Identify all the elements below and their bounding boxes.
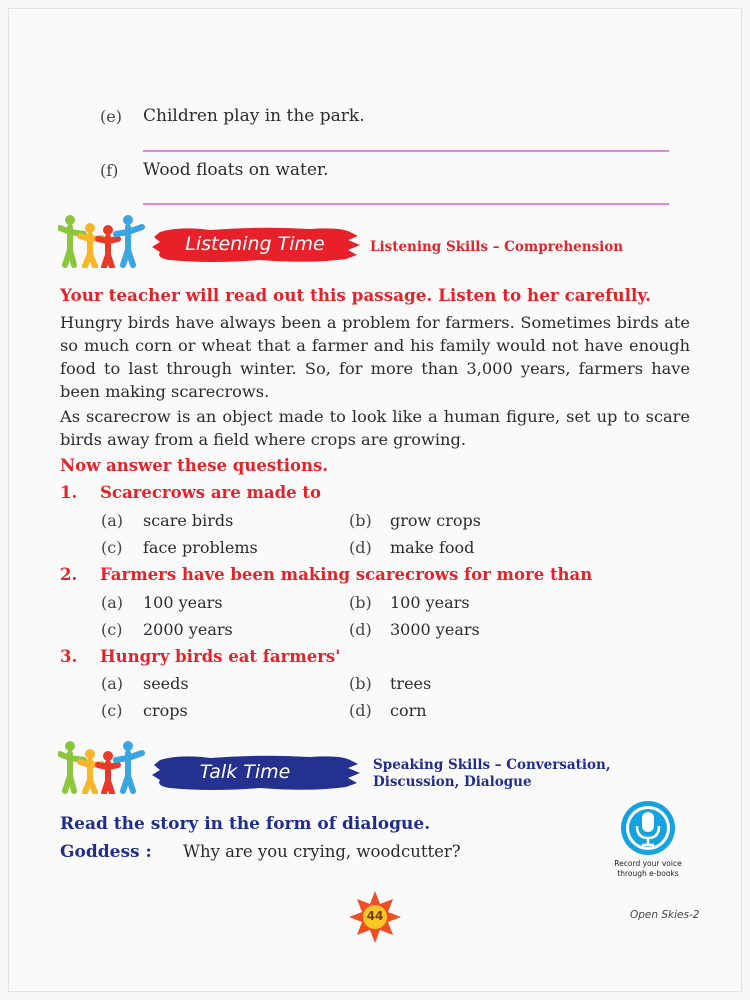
q1-option-d-text[interactable]: make food <box>390 538 475 557</box>
listening-instruction: Your teacher will read out this passage. Listen to her carefully. <box>60 285 652 305</box>
passage-paragraph-1: Hungry birds have always been a problem for farmers. Sometimes birds ate so much corn or wheat that a farmer and his family would not have enough food to last through winter. So, for more than 3,000 years, farmers have been making scarecrows. <box>60 313 690 401</box>
question-1-number: 1. <box>60 483 78 502</box>
q3-option-c-label[interactable]: (c) <box>101 701 123 720</box>
q1-option-b-text[interactable]: grow crops <box>390 511 481 530</box>
question-2-number: 2. <box>60 565 78 584</box>
q2-option-d-text[interactable]: 3000 years <box>390 620 480 639</box>
q3-option-a-label[interactable]: (a) <box>101 674 124 693</box>
q1-option-a-text[interactable]: scare birds <box>143 511 234 530</box>
q1-option-d-label[interactable]: (d) <box>349 538 372 557</box>
q2-option-a-label[interactable]: (a) <box>101 593 124 612</box>
question-1-text: Scarecrows are made to <box>100 483 322 502</box>
q2-option-c-label[interactable]: (c) <box>101 620 123 639</box>
record-voice-caption <box>600 859 696 879</box>
question-3-number: 3. <box>60 647 78 666</box>
listening-time-banner: Listening Time <box>185 233 325 255</box>
q3-option-b-label[interactable]: (b) <box>349 674 372 693</box>
q3-option-d-text[interactable]: corn <box>390 701 427 720</box>
q1-option-c-label[interactable]: (c) <box>101 538 123 557</box>
question-2-text: Farmers have been making scarecrows for more than <box>100 565 593 584</box>
children-group-icon <box>58 738 150 794</box>
book-title-footer: Open Skies-2 <box>630 909 700 921</box>
q3-option-a-text[interactable]: seeds <box>143 674 189 693</box>
answer-line-e[interactable] <box>143 150 669 152</box>
speaking-skill-line-1: Speaking Skills – Conversation, <box>373 757 611 773</box>
answer-line-f[interactable] <box>143 203 669 205</box>
record-voice-line-2: through e-books <box>617 869 679 878</box>
q3-option-d-label[interactable]: (d) <box>349 701 372 720</box>
exercise-f-label: (f) <box>100 161 119 180</box>
question-3-text: Hungry birds eat farmers' <box>100 647 341 666</box>
dialogue-line: Why are you crying, woodcutter? <box>183 842 461 861</box>
children-group-icon <box>58 212 150 268</box>
q1-option-a-label[interactable]: (a) <box>101 511 124 530</box>
questions-heading: Now answer these questions. <box>60 456 329 475</box>
exercise-e-text: Children play in the park. <box>143 106 365 126</box>
dialogue-speaker: Goddess : <box>60 842 152 862</box>
q2-option-b-label[interactable]: (b) <box>349 593 372 612</box>
microphone-icon[interactable] <box>620 800 676 856</box>
dialogue-heading: Read the story in the form of dialogue. <box>60 814 431 834</box>
exercise-e-label: (e) <box>100 107 122 126</box>
record-voice-line-1: Record your voice <box>614 859 682 868</box>
exercise-f-text: Wood floats on water. <box>143 160 329 180</box>
speaking-skill-line-2: Discussion, Dialogue <box>373 774 532 790</box>
q2-option-b-text[interactable]: 100 years <box>390 593 470 612</box>
page-number: 44 <box>366 909 384 923</box>
q2-option-c-text[interactable]: 2000 years <box>143 620 233 639</box>
q1-option-c-text[interactable]: face problems <box>143 538 258 557</box>
q2-option-a-text[interactable]: 100 years <box>143 593 223 612</box>
talk-time-banner: Talk Time <box>199 761 291 783</box>
listening-skill-label: Listening Skills – Comprehension <box>370 239 624 255</box>
q3-option-c-text[interactable]: crops <box>143 701 188 720</box>
q1-option-b-label[interactable]: (b) <box>349 511 372 530</box>
q3-option-b-text[interactable]: trees <box>390 674 432 693</box>
q2-option-d-label[interactable]: (d) <box>349 620 372 639</box>
passage-paragraph-2: As scarecrow is an object made to look like a human figure, set up to scare birds away from a field where crops are growing. <box>60 407 690 449</box>
